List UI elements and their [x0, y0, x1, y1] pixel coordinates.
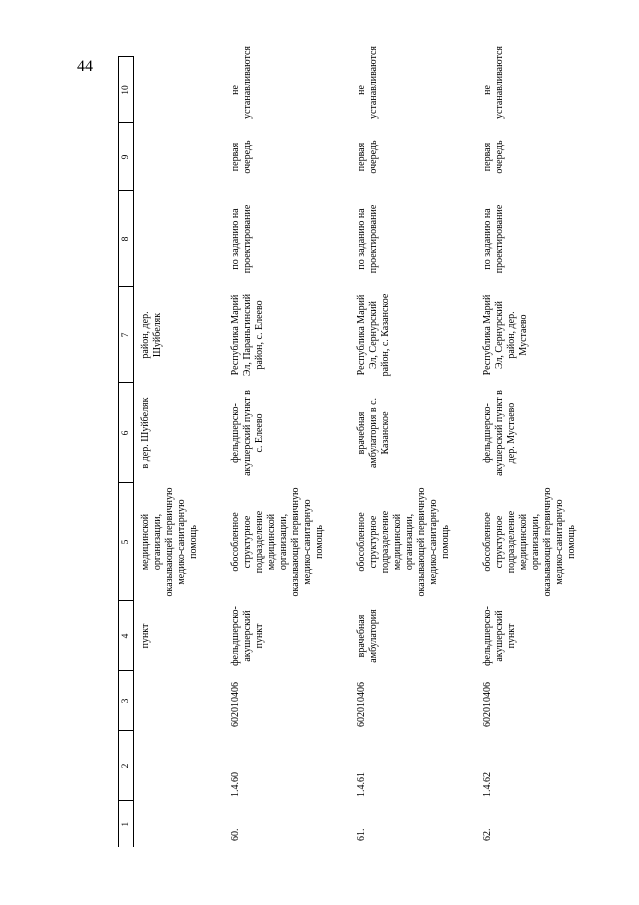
cell-type: фельдшерско-акушерский пункт — [230, 606, 265, 666]
col-header-5: 5 — [119, 483, 134, 601]
col-header-4: 4 — [119, 601, 134, 671]
cell-name: врачебная амбулатория в с. Казанское — [356, 397, 391, 469]
cell-location: Республика Марий Эл, Сернурский район, дер. Мустаево — [482, 294, 529, 376]
table-row — [456, 57, 582, 847]
cell-basis: по заданию на проектирование — [230, 204, 253, 274]
table-row-continuation — [134, 57, 205, 847]
cell-basis: по заданию на проектирование — [482, 204, 505, 274]
cell-code: 1.4.60 — [230, 772, 241, 797]
col-header-6: 6 — [119, 383, 134, 483]
cell-status: обособленное структурное подразделение медицинской организации, оказывающей первичную медико-санитарную помощь — [356, 487, 451, 597]
col-header-3: 3 — [119, 671, 134, 731]
cell-basis: по заданию на проектирование — [356, 204, 379, 274]
cell-code: 1.4.62 — [482, 772, 493, 797]
col-header-9: 9 — [119, 123, 134, 191]
cell-type: фельдшерско-акушерский пункт — [482, 606, 517, 666]
cell-kind: 602010406 — [356, 682, 367, 727]
table-row — [330, 57, 456, 847]
cell-name: в дер. Шуйбеляк — [140, 397, 151, 469]
cell-name: фельдшерско-акушерский пункт в с. Елеево — [230, 390, 265, 476]
cell-number: 60. — [230, 828, 241, 841]
col-header-1: 1 — [119, 801, 134, 847]
cell-zone: не устанавливаются — [356, 46, 379, 119]
col-header-10: 10 — [119, 57, 134, 123]
cell-location: Республика Марий Эл, Параньгинский район, с. Елеево — [230, 293, 265, 377]
col-header-2: 2 — [119, 731, 134, 801]
cell-number: 61. — [356, 828, 367, 841]
page-number: 44 — [77, 58, 93, 75]
cell-status: медицинской организации, оказывающей первичную медико-санитарную помощь — [140, 487, 199, 597]
cell-type: врачебная амбулатория — [356, 609, 379, 663]
cell-status: обособленное структурное подразделение медицинской организации, оказывающей первичную медико-санитарную помощь — [230, 487, 325, 597]
cell-zone: не устанавливаются — [482, 46, 505, 119]
cell-location: Республика Марий Эл, Сернурский район, с. Казанское — [356, 293, 391, 377]
cell-zone: не устанавливаются — [230, 46, 253, 119]
cell-number: 62. — [482, 828, 493, 841]
cell-stage: первая очередь — [230, 140, 253, 174]
registry-table — [118, 46, 582, 848]
cell-status: обособленное структурное подразделение медицинской организации, оказывающей первичную медико-санитарную помощь — [482, 487, 577, 597]
cell-stage: первая очередь — [482, 140, 505, 174]
cell-kind: 602010406 — [482, 682, 493, 727]
cell-code: 1.4.61 — [356, 772, 367, 797]
col-header-7: 7 — [119, 287, 134, 383]
cell-name: фельдшерско-акушерский пункт в дер. Мустаево — [482, 390, 517, 476]
col-header-8: 8 — [119, 191, 134, 287]
cell-location: район, дер. Шуйбеляк — [140, 311, 163, 359]
column-number-row — [119, 57, 134, 847]
cell-kind: 602010406 — [230, 682, 241, 727]
table-row — [204, 57, 330, 847]
cell-type: пункт — [140, 623, 151, 649]
cell-stage: первая очередь — [356, 140, 379, 174]
